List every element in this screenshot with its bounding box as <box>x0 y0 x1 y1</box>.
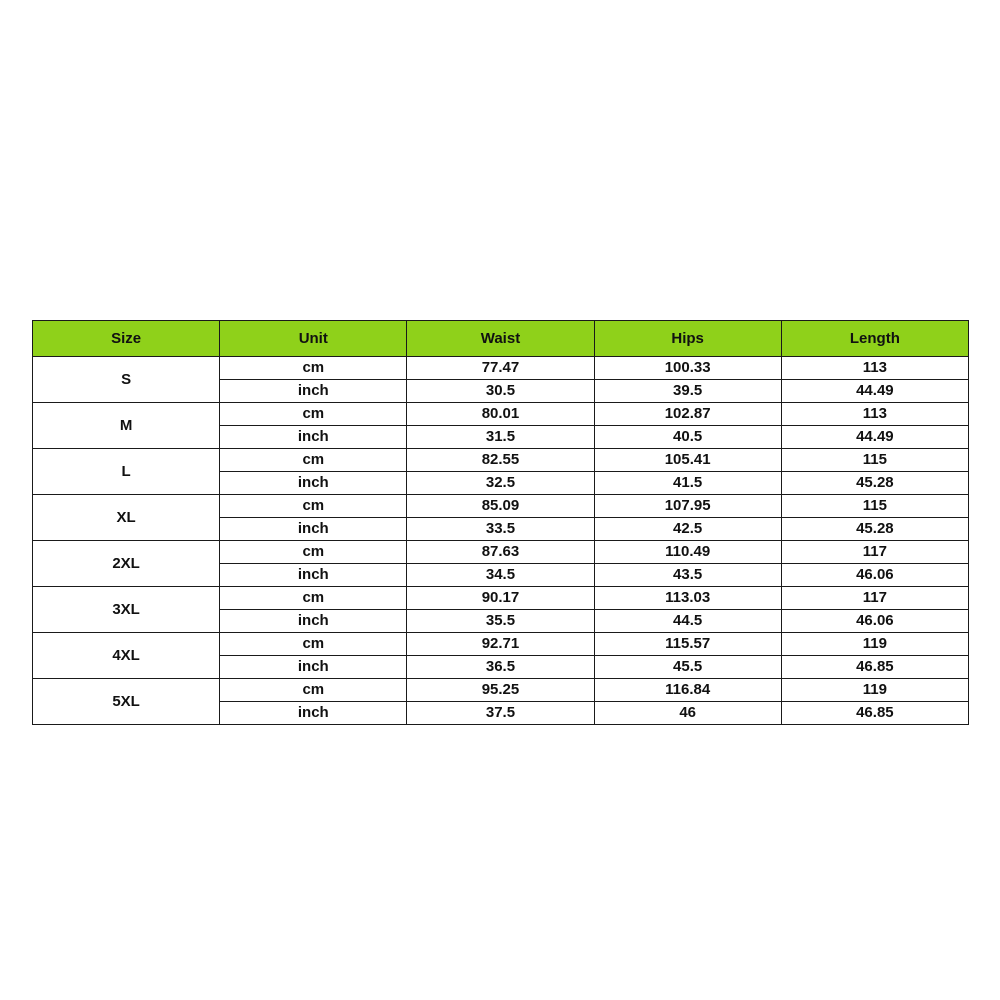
size-cell: M <box>33 403 220 449</box>
hips-cell: 39.5 <box>594 380 781 403</box>
waist-cell: 80.01 <box>407 403 594 426</box>
unit-cell: inch <box>220 610 407 633</box>
unit-cell: inch <box>220 564 407 587</box>
size-cell: 4XL <box>33 633 220 679</box>
waist-cell: 33.5 <box>407 518 594 541</box>
length-cell: 46.06 <box>781 564 968 587</box>
header-hips: Hips <box>594 321 781 357</box>
size-cell: 2XL <box>33 541 220 587</box>
waist-cell: 82.55 <box>407 449 594 472</box>
header-length: Length <box>781 321 968 357</box>
unit-cell: inch <box>220 380 407 403</box>
hips-cell: 110.49 <box>594 541 781 564</box>
length-cell: 115 <box>781 449 968 472</box>
waist-cell: 32.5 <box>407 472 594 495</box>
waist-cell: 36.5 <box>407 656 594 679</box>
table-row <box>33 679 969 702</box>
waist-cell: 37.5 <box>407 702 594 725</box>
length-cell: 46.06 <box>781 610 968 633</box>
waist-cell: 77.47 <box>407 357 594 380</box>
table-row <box>33 587 969 610</box>
length-cell: 44.49 <box>781 426 968 449</box>
hips-cell: 45.5 <box>594 656 781 679</box>
hips-cell: 46 <box>594 702 781 725</box>
hips-cell: 41.5 <box>594 472 781 495</box>
table-row <box>33 357 969 380</box>
hips-cell: 113.03 <box>594 587 781 610</box>
length-cell: 113 <box>781 403 968 426</box>
table-body <box>33 357 969 725</box>
unit-cell: inch <box>220 702 407 725</box>
length-cell: 45.28 <box>781 518 968 541</box>
unit-cell: cm <box>220 679 407 702</box>
length-cell: 117 <box>781 587 968 610</box>
waist-cell: 90.17 <box>407 587 594 610</box>
unit-cell: cm <box>220 633 407 656</box>
length-cell: 46.85 <box>781 702 968 725</box>
unit-cell: cm <box>220 449 407 472</box>
size-cell: L <box>33 449 220 495</box>
length-cell: 45.28 <box>781 472 968 495</box>
table-row <box>33 495 969 518</box>
waist-cell: 30.5 <box>407 380 594 403</box>
hips-cell: 115.57 <box>594 633 781 656</box>
unit-cell: cm <box>220 357 407 380</box>
size-chart-table <box>32 320 969 725</box>
length-cell: 44.49 <box>781 380 968 403</box>
table-row <box>33 633 969 656</box>
hips-cell: 102.87 <box>594 403 781 426</box>
waist-cell: 35.5 <box>407 610 594 633</box>
unit-cell: inch <box>220 656 407 679</box>
waist-cell: 92.71 <box>407 633 594 656</box>
size-cell: 5XL <box>33 679 220 725</box>
unit-cell: cm <box>220 587 407 610</box>
unit-cell: cm <box>220 495 407 518</box>
header-unit: Unit <box>220 321 407 357</box>
length-cell: 119 <box>781 679 968 702</box>
header-size: Size <box>33 321 220 357</box>
length-cell: 46.85 <box>781 656 968 679</box>
hips-cell: 43.5 <box>594 564 781 587</box>
waist-cell: 34.5 <box>407 564 594 587</box>
waist-cell: 31.5 <box>407 426 594 449</box>
waist-cell: 95.25 <box>407 679 594 702</box>
length-cell: 115 <box>781 495 968 518</box>
hips-cell: 100.33 <box>594 357 781 380</box>
unit-cell: cm <box>220 541 407 564</box>
header-waist: Waist <box>407 321 594 357</box>
table-row <box>33 403 969 426</box>
hips-cell: 105.41 <box>594 449 781 472</box>
unit-cell: cm <box>220 403 407 426</box>
unit-cell: inch <box>220 426 407 449</box>
waist-cell: 85.09 <box>407 495 594 518</box>
length-cell: 113 <box>781 357 968 380</box>
table-row <box>33 541 969 564</box>
hips-cell: 116.84 <box>594 679 781 702</box>
size-cell: 3XL <box>33 587 220 633</box>
unit-cell: inch <box>220 472 407 495</box>
size-cell: S <box>33 357 220 403</box>
hips-cell: 42.5 <box>594 518 781 541</box>
unit-cell: inch <box>220 518 407 541</box>
length-cell: 119 <box>781 633 968 656</box>
hips-cell: 44.5 <box>594 610 781 633</box>
table-row <box>33 449 969 472</box>
hips-cell: 40.5 <box>594 426 781 449</box>
header-row <box>33 321 969 357</box>
waist-cell: 87.63 <box>407 541 594 564</box>
hips-cell: 107.95 <box>594 495 781 518</box>
length-cell: 117 <box>781 541 968 564</box>
size-cell: XL <box>33 495 220 541</box>
